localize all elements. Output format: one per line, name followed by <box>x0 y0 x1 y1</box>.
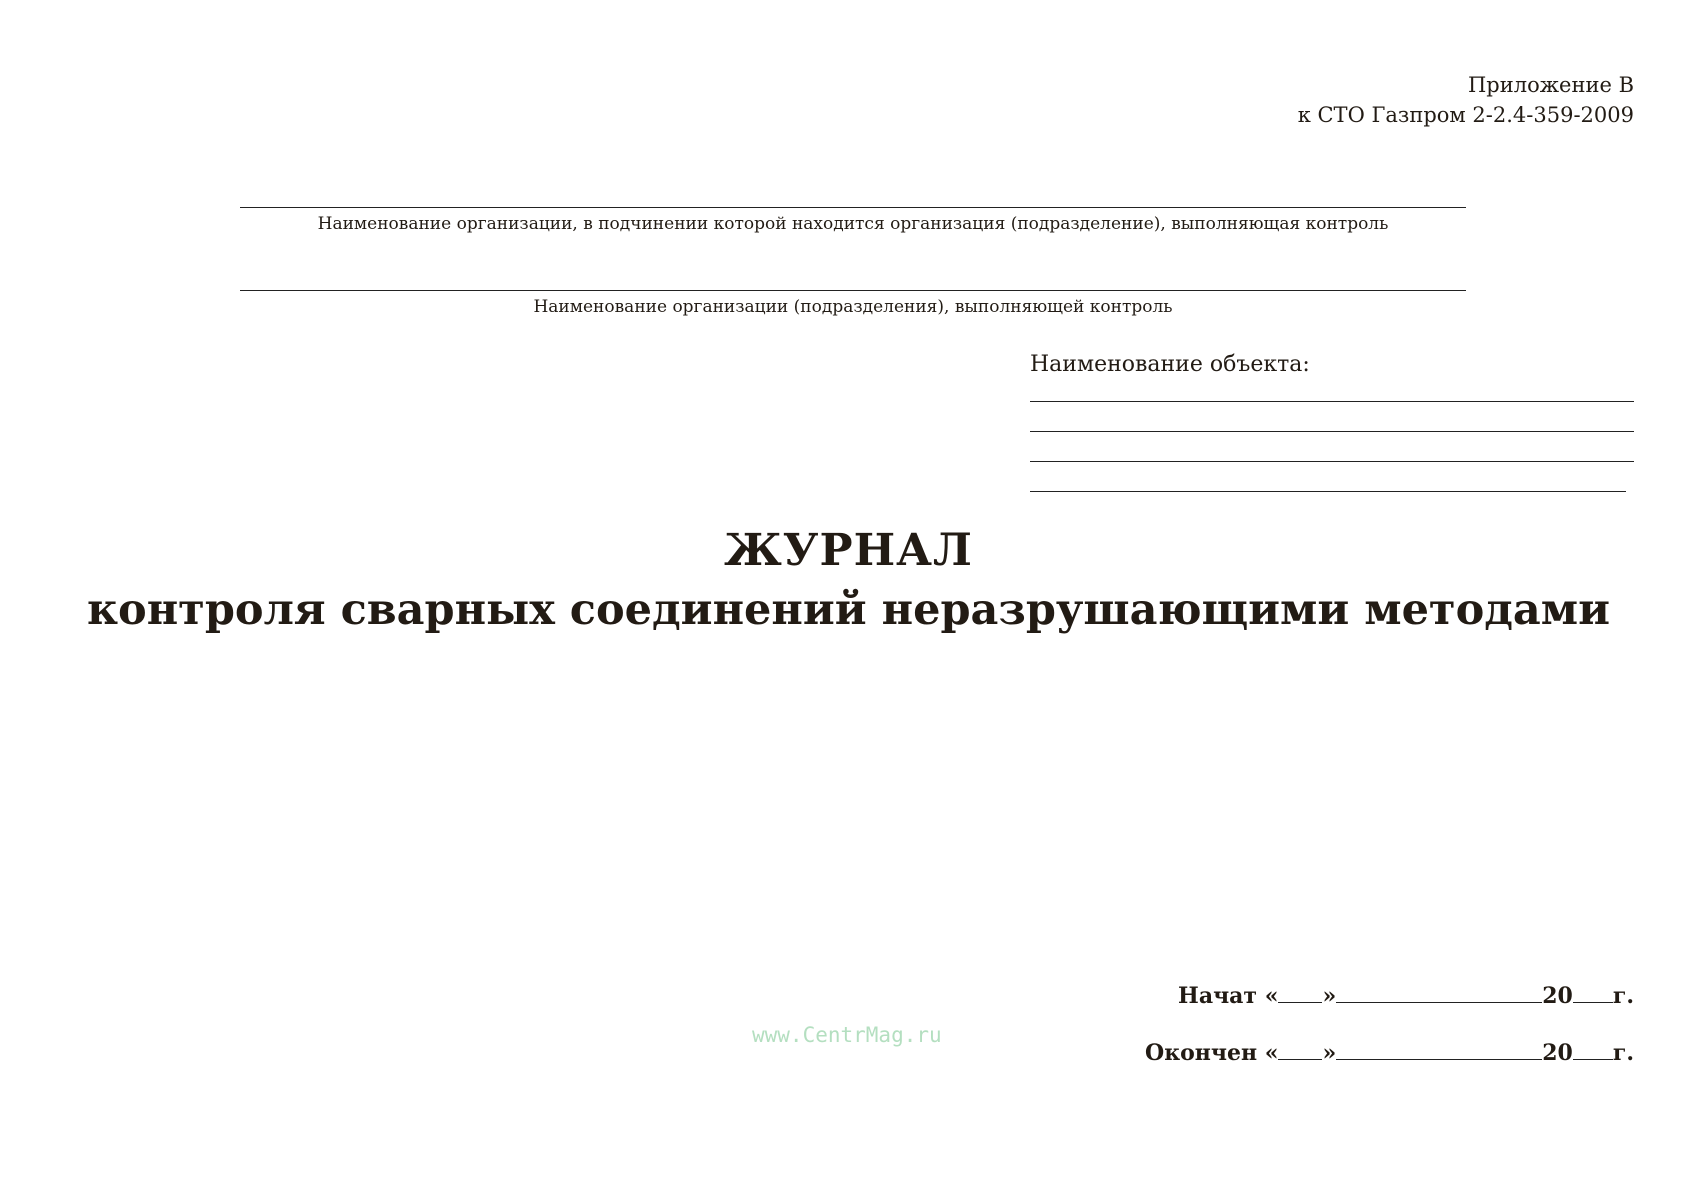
started-day-blank[interactable] <box>1278 980 1322 1003</box>
object-name-lines <box>1030 401 1634 492</box>
journal-dates <box>1145 980 1634 1067</box>
appendix-label: Приложение В <box>1467 73 1634 97</box>
quote-close: » <box>1322 983 1337 1009</box>
document-subtitle: контроля сварных соединений неразрушающими методами <box>86 585 1611 635</box>
object-name-label: Наименование объекта: <box>1030 352 1310 377</box>
site-watermark: www.CentrMag.ru <box>752 1023 942 1047</box>
document-title: ЖУРНАЛ <box>724 525 973 576</box>
started-label: Начат <box>1178 983 1258 1009</box>
finished-date-row <box>1145 1037 1634 1067</box>
object-name-blank-line-2[interactable] <box>1030 431 1634 432</box>
object-name-blank-line-3[interactable] <box>1030 461 1634 462</box>
control-organization-field <box>240 290 1466 317</box>
century-prefix: 20 <box>1542 983 1573 1009</box>
standard-reference: к СТО Газпром 2-2.4-359-2009 <box>1297 103 1634 127</box>
year-suffix: г. <box>1612 1040 1634 1066</box>
parent-organization-blank-line[interactable] <box>240 207 1466 208</box>
started-year-blank[interactable] <box>1573 980 1613 1003</box>
year-suffix: г. <box>1612 983 1634 1009</box>
century-prefix: 20 <box>1542 1040 1573 1066</box>
started-date-row <box>1145 980 1634 1010</box>
finished-year-blank[interactable] <box>1573 1037 1613 1060</box>
appendix-reference <box>1298 70 1634 130</box>
finished-label: Окончен <box>1145 1040 1258 1066</box>
parent-organization-field <box>240 207 1466 234</box>
finished-month-blank[interactable] <box>1336 1037 1542 1060</box>
control-organization-blank-line[interactable] <box>240 290 1466 291</box>
quote-open: « <box>1264 983 1279 1009</box>
finished-day-blank[interactable] <box>1278 1037 1322 1060</box>
parent-organization-caption: Наименование организации, в подчинении которой находится организация (подразделение), выполняющая контроль <box>317 214 1389 234</box>
quote-open: « <box>1264 1040 1279 1066</box>
object-name-field <box>1030 350 1634 492</box>
object-name-blank-line-4[interactable] <box>1030 491 1626 492</box>
control-organization-caption: Наименование организации (подразделения), выполняющей контроль <box>533 297 1173 317</box>
object-name-blank-line-1[interactable] <box>1030 401 1634 402</box>
started-month-blank[interactable] <box>1336 980 1542 1003</box>
quote-close: » <box>1322 1040 1337 1066</box>
